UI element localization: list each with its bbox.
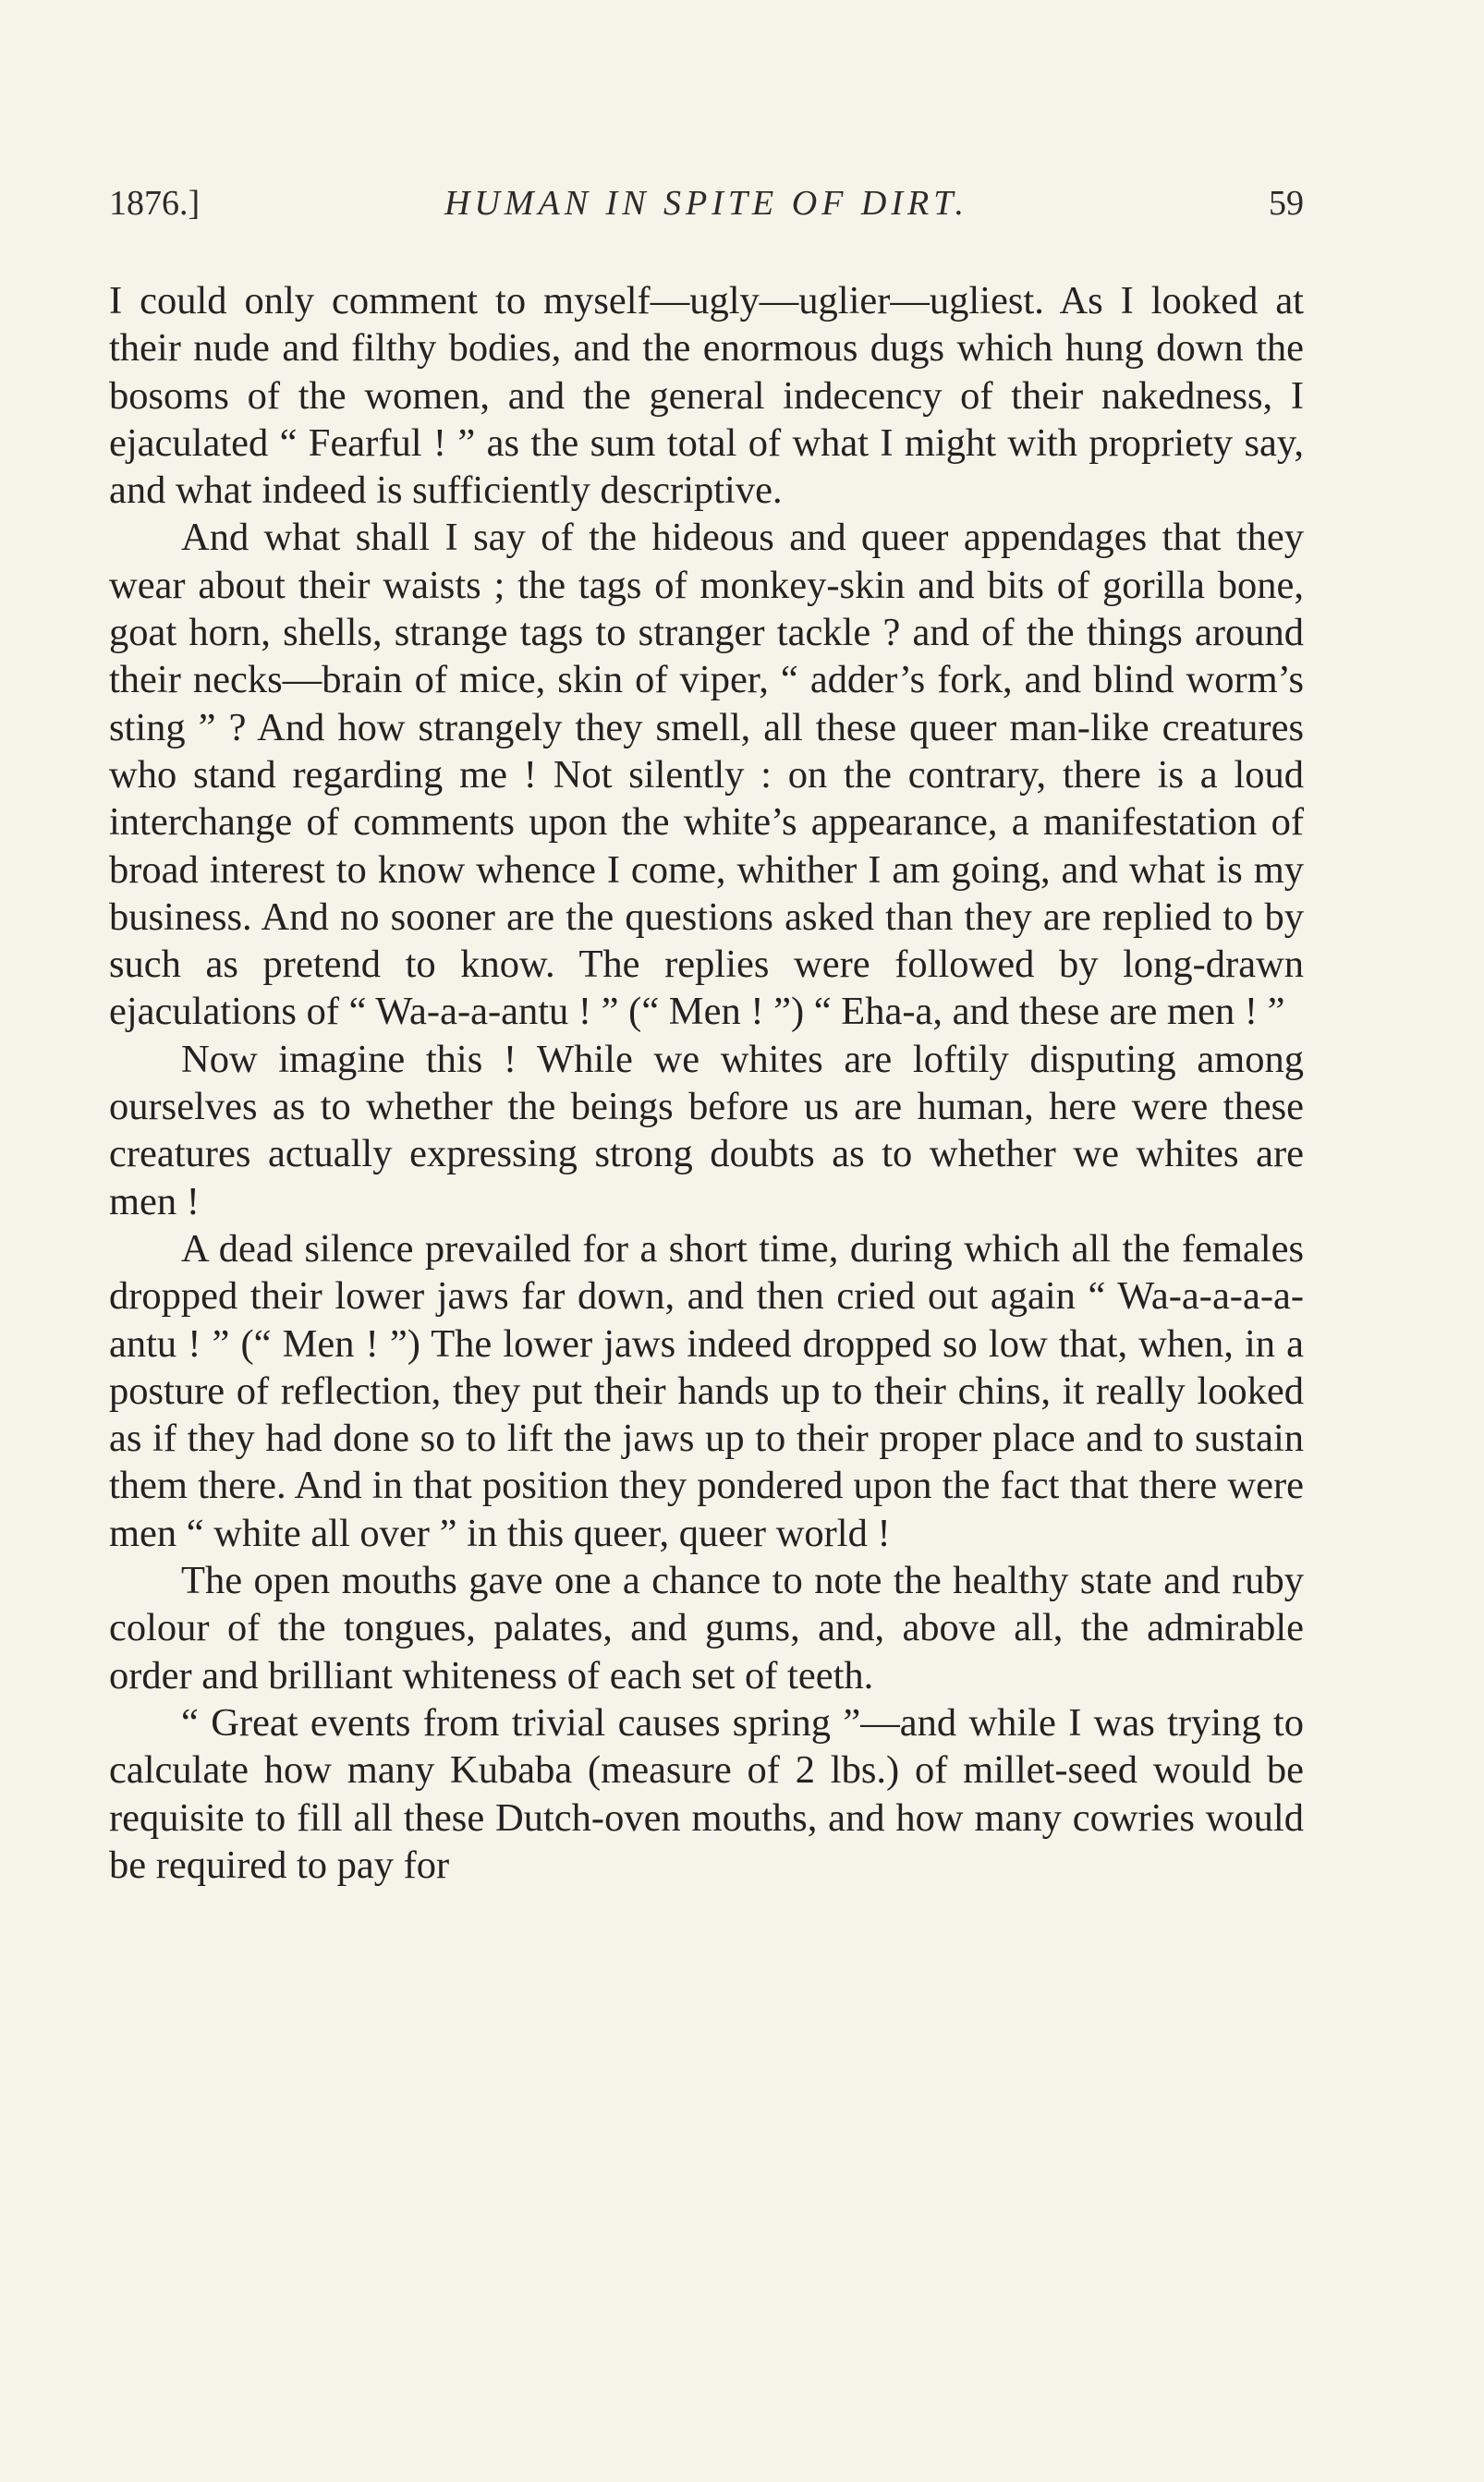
paragraph-2: And what shall I say of the hideous and queer appendages that they wear about their waists ; the tags of monkey-skin and bits of gorilla bone, goat horn, shells, strange tags to stranger tackle ? and of the things around their necks—brain of mice, skin of viper, “ adder’s fork, and blind worm’s sting ” ? And how strangely they smell, all these queer man-like creatures who stand regarding me ! Not silently : on the contrary, there is a loud interchange of comments upon the white’s appearance, a manifestation of broad interest to know whence I come, whither I am going, and what is my business. And no sooner are the questions asked than they are replied to by such as pretend to know. The replies were followed by long-drawn ejaculations of “ Wa-a-a-antu ! ” (“ Men ! ”) “ Eha-a, and these are men ! ” [109,516,1304,1034]
paragraph-6: “ Great events from trivial causes spring ”—and while I was trying to calculate how many Kubaba (measure of 2 lbs.) of millet-seed would be requisite to fill all these Dutch-oven mouths, and how many cowries would be required to pay for [109,1700,1304,1887]
header-year: 1876.] [109,184,201,223]
paragraph-4: A dead silence prevailed for a short time, during which all the females dropped their lower jaws far down, and then cried out again “ Wa-a-a-a-a-antu ! ” (“ Men ! ”) The lower jaws indeed dropped so low that, when, in a posture of reflection, they put their hands up to their chins, it really looked as if they had done so to lift the jaws up to their proper place and to sustain them there. And in that position they pondered upon the fact that there were men “ white all over ” in this queer, queer world ! [109,1226,1304,1555]
running-header [109,183,1304,238]
body-text [109,277,1304,1889]
paragraph-5: The open mouths gave one a chance to note the healthy state and ruby colour of the tongues, palates, and gums, and, above all, the admirable order and brilliant whiteness of each set of teeth. [109,1559,1304,1697]
paragraph-3: Now imagine this ! While we whites are loftily disputing among ourselves as to whether the beings before us are human, here were these creatures actually expressing strong doubts as to whether we whites are men ! [109,1037,1304,1223]
page-number: 59 [1269,184,1304,223]
header-title: HUMAN IN SPITE OF DIRT. [444,184,969,223]
paragraph-1: I could only comment to myself—ugly—uglier—ugliest. As I looked at their nude and filthy bodies, and the enormous dugs which hung down the bosoms of the women, and the general indecency of their nakedness, I ejaculated “ Fearful ! ” as the sum total of what I might with propriety say, and what indeed is sufficiently descriptive. [109,279,1304,513]
